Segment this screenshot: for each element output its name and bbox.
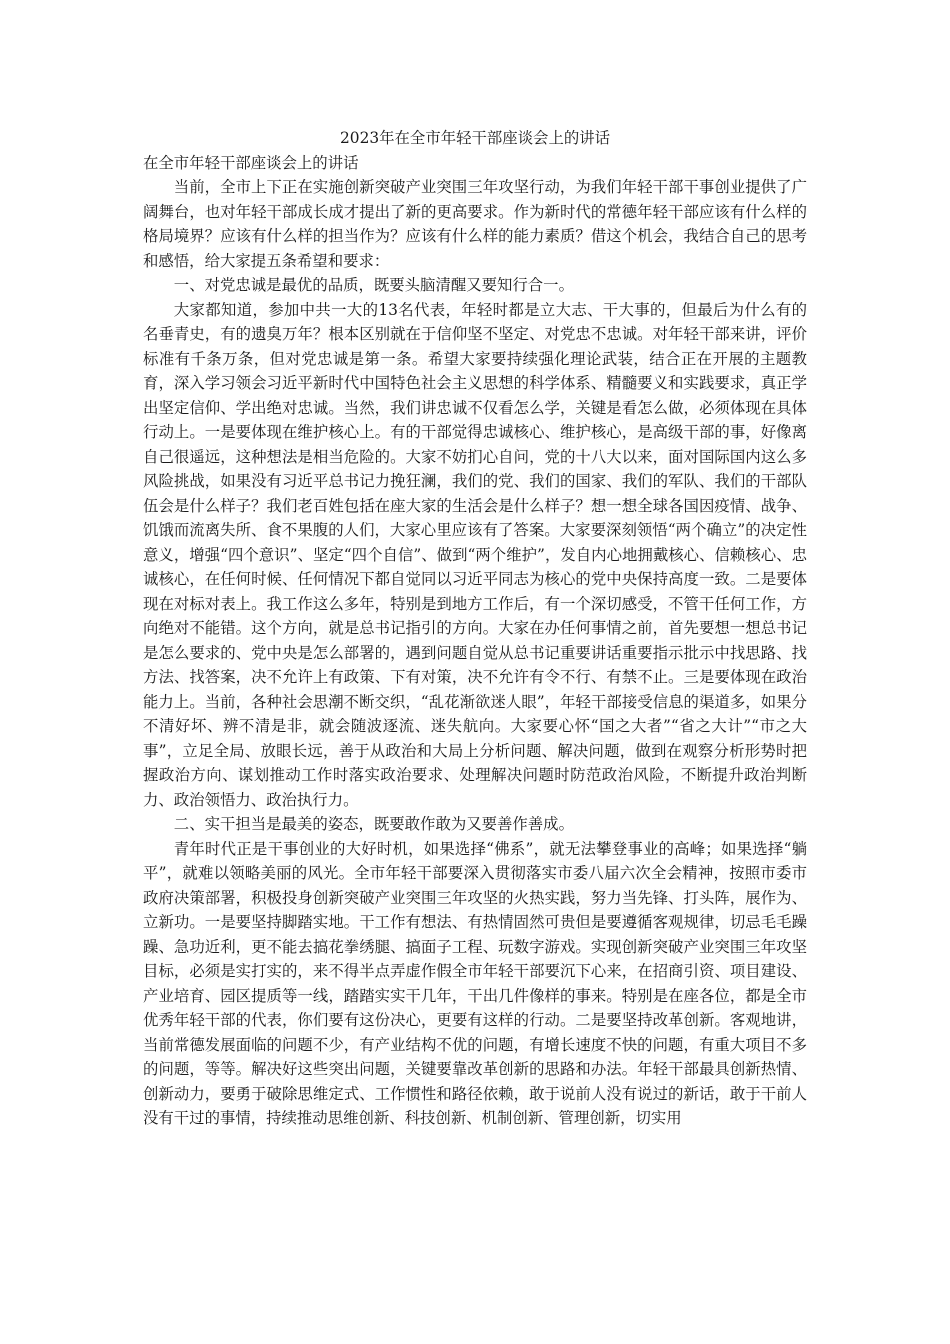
- section-heading-1: 一、对党忠诚是最优的品质，既要头脑清醒又要知行合一。: [173, 276, 574, 294]
- paragraph-section-1: 大家都知道，参加中共一大的13名代表，年轻时都是立大志、干大事的，但最后为什么有的名垂青史，有的遗臭万年？根本区别就在于信仰坚不坚定、对党忠不忠诚。对年轻干部来讲，评价标准有千条万条，但对党忠诚是第一条。希望大家要持续强化理论武装，结合正在开展的主题教育，深入学习领会习近平新时代中国特色社会主义思想的科学体系、精髓要义和实践要求，真正学出坚定信仰、学出绝对忠诚。当然，我们讲忠诚不仅看怎么学，关键是看怎么做，必须体现在具体行动上。一是要体现在维护核心上。有的干部觉得忠诚核心、维护核心，是高级干部的事，好像离自己很遥远，这种想法是相当危险的。大家不妨扪心自问，党的十八大以来，面对国际国内这么多风险挑战，如果没有习近平总书记力挽狂澜，我们的党、我们的国家、我们的军队、我们的干部队伍会是什么样子？我们老百姓包括在座大家的生活会是什么样子？想一想全球各国因疫情、战争、饥饿而流离失所、食不果腹的人们，大家心里应该有了答案。大家要深刻领悟“两个确立”的决定性意义，增强“四个意识”、坚定“四个自信”、做到“两个维护”，发自内心地拥戴核心、信赖核心、忠诚核心，在任何时候、任何情况下都自觉同以习近平同志为核心的党中央保持高度一致。二是要体现在对标对表上。我工作这么多年，特别是到地方工作后，有一个深切感受，不管干任何工作，方向绝对不能错。这个方向，就是总书记指引的方向。大家在办任何事情之前，首先要想一想总书记是怎么要求的、党中央是怎么部署的，遇到问题自觉从总书记重要讲话重要指示批示中找思路、找方法、找答案，决不允许上有政策、下有对策，决不允许有令不行、有禁不止。三是要体现在政治能力上。当前，各种社会思潮不断交织，“乱花渐欲迷人眼”，年轻干部接受信息的渠道多，如果分不清好坏、辨不清是非，就会随波逐流、迷失航向。大家要心怀“国之大者”“省之大计”“市之大事”，立足全局、放眼长远，善于从政治和大局上分析问题、解决问题，做到在观察分析形势时把握政治方向、谋划推动工作时落实政治要求、处理解决问题时防范政治风险，不断提升政治判断力、政治领悟力、政治执行力。: [143, 300, 807, 809]
- paragraph-section-2: 青年时代正是干事创业的大好时机，如果选择“佛系”，就无法攀登事业的高峰；如果选择“躺平”，就难以领略美丽的风光。全市年轻干部要深入贯彻落实市委八届六次全会精神，按照市委市政府决策部署，积极投身创新突破产业突围三年攻坚的火热实践，努力当先锋、打头阵，展作为、立新功。一是要坚持脚踏实地。干工作有想法、有热情固然可贵但是要遵循客观规律，切忌毛毛躁躁、急功近利，更不能去搞花拳绣腿、搞面子工程、玩数字游戏。实现创新突破产业突围三年攻坚目标，必须是实打实的，来不得半点弄虚作假全市年轻干部要沉下心来，在招商引资、项目建设、产业培育、园区提质等一线，踏踏实实干几年，干出几件像样的事来。特别是在座各位，都是全市优秀年轻干部的代表，你们要有这份决心，更要有这样的行动。二是要坚持改革创新。客观地讲，当前常德发展面临的问题不少，有产业结构不优的问题，有增长速度不快的问题，有重大项目不多的问题，等等。解决好这些突出问题，关键要靠改革创新的思路和办法。年轻干部最具创新热情、创新动力，要勇于破除思维定式、工作惯性和路径依赖，敢于说前人没有说过的新话，敢于干前人没有干过的事情，持续推动思维创新、科技创新、机制创新、管理创新，切实用: [143, 839, 807, 1127]
- section-heading-2: 二、实干担当是最美的姿态，既要敢作敢为又要善作善成。: [173, 815, 574, 833]
- document-subtitle: 在全市年轻干部座谈会上的讲话: [143, 153, 359, 172]
- document-body: [143, 126, 807, 1131]
- document-title: 2023年在全市年轻干部座谈会上的讲话: [339, 129, 611, 147]
- paragraph-intro: 当前，全市上下正在实施创新突破产业突围三年攻坚行动，为我们年轻干部干事创业提供了广阔舞台，也对年轻干部成长成才提出了新的更高要求。作为新时代的常德年轻干部应该有什么样的格局境界？应该有什么样的担当作为？应该有什么样的能力素质？借这个机会，我结合自己的思考和感悟，给大家提五条希望和要求：: [143, 178, 807, 270]
